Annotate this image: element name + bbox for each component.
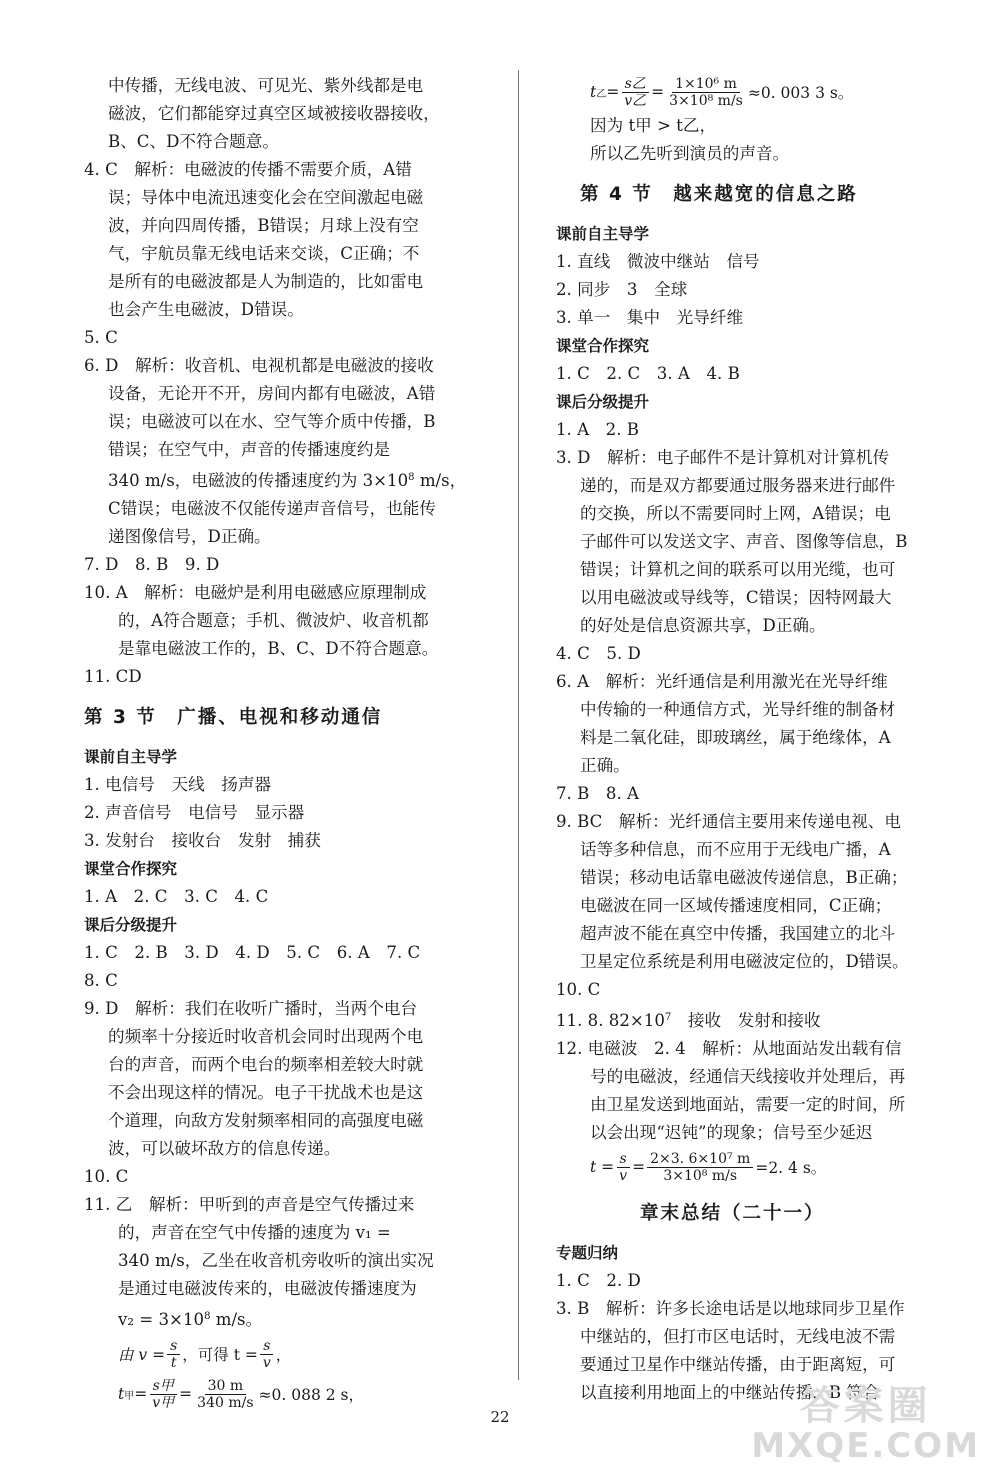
numerator: s甲 bbox=[150, 1378, 177, 1395]
fraction bbox=[167, 1338, 180, 1371]
text-line: 1. C 2. D bbox=[556, 1271, 641, 1290]
column-divider bbox=[518, 70, 519, 1380]
denominator: v bbox=[262, 1354, 271, 1371]
formula-text: t bbox=[118, 1385, 125, 1403]
formula-text: = bbox=[651, 83, 665, 101]
subscript: 乙 bbox=[596, 88, 607, 100]
subsection-heading: 课前自主导学 bbox=[84, 748, 178, 766]
text-line bbox=[84, 1303, 494, 1334]
fraction bbox=[616, 1151, 630, 1184]
formula-text: ， bbox=[275, 1346, 292, 1364]
formula-text: = bbox=[179, 1385, 193, 1403]
subsection-heading: 课后分级提升 bbox=[84, 916, 178, 934]
text-line: 错误；计算机之间的联系可以用光缆，也可 bbox=[580, 560, 896, 579]
text-line: 递的，而是双方都要通过服务器来进行邮件 bbox=[580, 476, 896, 495]
fraction bbox=[666, 76, 746, 109]
exponent: 7 bbox=[664, 1012, 672, 1023]
text-line: 由卫星发送到地面站，需要一定的时间，所 bbox=[590, 1095, 906, 1114]
text-line: 11. 乙 解析：甲听到的声音是空气传播过来 bbox=[84, 1195, 415, 1214]
text-line: 子邮件可以发送文字、声音、图像等信息，B bbox=[580, 532, 908, 551]
text-line: 的，声音在空气中传播的速度为 v₁ = bbox=[118, 1223, 391, 1242]
fraction bbox=[149, 1378, 177, 1411]
formula-text: ，可得 t = bbox=[182, 1346, 258, 1364]
text-line: 是靠电磁波工作的，B、C、D不符合题意。 bbox=[118, 639, 439, 658]
section-heading: 章末总结（二十一） bbox=[640, 1203, 825, 1224]
text-line: 错误；移动电话靠电磁波传递信息，B正确； bbox=[580, 868, 908, 887]
fraction bbox=[260, 1338, 274, 1371]
text-line: 中继站的，但打市区电话时，无线电波不需 bbox=[580, 1327, 896, 1346]
formula-delay bbox=[556, 1147, 956, 1187]
text-span: 接收 发射和接收 bbox=[671, 1011, 821, 1030]
formula-text: t bbox=[590, 83, 597, 101]
numerator: s乙 bbox=[622, 76, 649, 93]
watermark-text: 答案圈 bbox=[799, 1383, 932, 1429]
formula-text: ≈0. 088 2 s， bbox=[258, 1386, 364, 1404]
denominator: v乙 bbox=[624, 92, 647, 109]
text-line: 料是二氧化硅，即玻璃丝，属于绝缘体，A bbox=[580, 728, 891, 747]
text-line: 电磁波在同一区域传播速度相同，C正确； bbox=[580, 896, 892, 915]
formula-velocity bbox=[84, 1334, 494, 1374]
denominator: t bbox=[170, 1354, 177, 1371]
page-number: 22 bbox=[490, 1408, 510, 1426]
text-line: 的好处是信息资源共享，D正确。 bbox=[580, 616, 826, 635]
denominator: v甲 bbox=[152, 1394, 175, 1411]
answer-10: 10. A 解析：电磁炉是利用电磁感应原理制成 bbox=[84, 583, 427, 602]
text-line: 8. C bbox=[84, 971, 118, 990]
text-line: 3. D 解析：电子邮件不是计算机对计算机传 bbox=[556, 448, 890, 467]
text-line: 1. 直线 微波中继站 信号 bbox=[556, 252, 760, 271]
text-line: 号的电磁波，经通信天线接收并处理后，再 bbox=[590, 1067, 906, 1086]
fraction bbox=[621, 76, 649, 109]
subscript: 甲 bbox=[124, 1390, 135, 1402]
formula-text: t = bbox=[590, 1158, 615, 1176]
text-line: 波，并向四周传播，B错误；月球上没有空 bbox=[108, 216, 419, 235]
formula-text: ≈0. 003 3 s。 bbox=[747, 84, 854, 102]
text-line: 的，A符合题意；手机、微波炉、收音机都 bbox=[118, 611, 429, 630]
text-span: v₂ = 3×10 bbox=[118, 1310, 205, 1329]
text-line: 设备，无论开不开，房间内都有电磁波，A错 bbox=[108, 384, 436, 403]
text-line: 磁波，它们都能穿过真空区域被接收器接收， bbox=[108, 104, 440, 123]
text-line: 1. A 2. C 3. C 4. C bbox=[84, 887, 269, 906]
watermark-logo bbox=[751, 1384, 980, 1464]
text-line: 9. BC 解析：光纤通信主要用来传递电视、电 bbox=[556, 812, 901, 831]
text-line: 2. 声音信号 电信号 显示器 bbox=[84, 803, 305, 822]
section-heading: 第 4 节 越来越宽的信息之路 bbox=[580, 184, 858, 205]
text-line: 以用电磁波或导线等，C错误；因特网最大 bbox=[580, 588, 892, 607]
text-line: 1. C 2. B 3. D 4. D 5. C 6. A 7. C bbox=[84, 943, 421, 962]
answer-7-9: 7. D 8. B 9. D bbox=[84, 555, 220, 574]
text-line: 3. 单一 集中 光导纤维 bbox=[556, 308, 744, 327]
formula-text: = bbox=[134, 1385, 148, 1403]
text-line: 要通过卫星作中继站传播，由于距离短，可 bbox=[580, 1355, 896, 1374]
text-line: 话等多种信息，而不应用于无线电广播，A bbox=[580, 840, 891, 859]
fraction bbox=[194, 1378, 256, 1411]
numerator: s bbox=[167, 1338, 180, 1355]
text-line: 12. 电磁波 2. 4 解析：从地面站发出载有信 bbox=[556, 1039, 902, 1058]
right-column bbox=[556, 72, 956, 1407]
subsection-heading: 课后分级提升 bbox=[556, 393, 650, 411]
answer-6: 6. D 解析：收音机、电视机都是电磁波的接收 bbox=[84, 356, 434, 375]
subsection-heading: 课堂合作探究 bbox=[556, 337, 650, 355]
text-line: 气，宇航员靠无线电话来交谈，C正确；不 bbox=[108, 244, 420, 263]
answer-4: 4. C 解析：电磁波的传播不需要介质，A错 bbox=[84, 160, 412, 179]
text-line: 卫星定位系统是利用电磁波定位的，D错误。 bbox=[580, 952, 909, 971]
formula-text: =2. 4 s。 bbox=[755, 1159, 827, 1177]
text-line: 4. C 5. D bbox=[556, 644, 641, 663]
formula-text: 由 v = bbox=[118, 1346, 166, 1364]
text-line: C错误；电磁波不仅能传递声音信号，也能传 bbox=[108, 499, 436, 518]
text-line: 9. D 解析：我们在收听广播时，当两个电台 bbox=[84, 999, 418, 1018]
text-line: 误；导体中电流迅速变化会在空间激起电磁 bbox=[108, 188, 424, 207]
text-line: 以直接利用地面上的中继站传播，B 符合 bbox=[580, 1383, 880, 1402]
numerator: s bbox=[617, 1151, 630, 1168]
text-line: 中传播，无线电波、可见光、紫外线都是电 bbox=[108, 76, 424, 95]
denominator: v bbox=[619, 1167, 628, 1184]
watermark-url: MXQE.COM bbox=[751, 1426, 980, 1466]
denominator: 3×10⁸ m/s bbox=[669, 92, 743, 109]
text-line: 台的声音，而两个电台的频率相差较大时就 bbox=[108, 1055, 424, 1074]
text-line: 递图像信号，D正确。 bbox=[108, 527, 271, 546]
text-line: 也会产生电磁波，D错误。 bbox=[108, 300, 304, 319]
text-line: 不会出现这样的情况。电子干扰战术也是这 bbox=[108, 1083, 424, 1102]
section-heading: 第 3 节 广播、电视和移动通信 bbox=[84, 707, 383, 728]
text-line: 所以乙先听到演员的声音。 bbox=[590, 144, 790, 163]
text-line bbox=[84, 464, 494, 495]
subsection-heading: 课堂合作探究 bbox=[84, 860, 178, 878]
text-line: 3. B 解析：许多长途电话是以地球同步卫星作 bbox=[556, 1299, 905, 1318]
numerator: s bbox=[260, 1338, 273, 1355]
text-line bbox=[556, 1004, 956, 1035]
answer-11: 11. CD bbox=[84, 667, 142, 686]
text-line: 因为 t甲 > t乙， bbox=[590, 116, 717, 135]
text-line: 是所有的电磁波都是人为制造的，比如雷电 bbox=[108, 272, 424, 291]
text-line: 6. A 解析：光纤通信是利用激光在光导纤维 bbox=[556, 672, 888, 691]
formula-t-yi bbox=[556, 72, 956, 112]
text-line: 个道理，向敌方发射频率相同的高强度电磁 bbox=[108, 1111, 424, 1130]
text-line: 3. 发射台 接收台 发射 捕获 bbox=[84, 831, 321, 850]
text-line: B、C、D不符合题意。 bbox=[108, 132, 279, 151]
left-column bbox=[84, 72, 494, 1414]
exponent: 8 bbox=[408, 472, 415, 483]
fraction bbox=[647, 1151, 753, 1184]
text-line: 7. B 8. A bbox=[556, 784, 639, 803]
text-line: 正确。 bbox=[580, 756, 630, 775]
text-span: 11. 8. 82×10 bbox=[556, 1011, 665, 1030]
text-line: 1. 电信号 天线 扬声器 bbox=[84, 775, 272, 794]
numerator: 30 m bbox=[205, 1378, 247, 1395]
subsection-heading: 课前自主导学 bbox=[556, 225, 650, 243]
text-line: 1. C 2. C 3. A 4. B bbox=[556, 364, 740, 383]
text-line: 超声波不能在真空中传播，我国建立的北斗 bbox=[580, 924, 896, 943]
subsection-heading: 专题归纳 bbox=[556, 1244, 619, 1262]
text-line: 以会出现“迟钝”的现象；信号至少延迟 bbox=[590, 1123, 873, 1142]
text-line: 10. C bbox=[84, 1167, 129, 1186]
text-line: 的频率十分接近时收音机会同时出现两个电 bbox=[108, 1027, 424, 1046]
numerator: 2×3. 6×10⁷ m bbox=[647, 1151, 753, 1168]
formula-text: = bbox=[632, 1158, 646, 1176]
text-line: 2. 同步 3 全球 bbox=[556, 280, 688, 299]
answer-5: 5. C bbox=[84, 328, 118, 347]
denominator: 340 m/s bbox=[197, 1394, 254, 1411]
numerator: 1×10⁶ m bbox=[672, 76, 740, 93]
text-line: 10. C bbox=[556, 980, 601, 999]
text-span: m/s， bbox=[414, 471, 467, 490]
text-line: 误；电磁波可以在水、空气等介质中传播，B bbox=[108, 412, 436, 431]
text-span: 340 m/s，电磁波的传播速度约为 3×10 bbox=[108, 471, 409, 490]
text-line: 错误；在空气中，声音的传播速度约是 bbox=[108, 440, 391, 459]
text-line: 波，可以破坏敌方的信息传递。 bbox=[108, 1139, 341, 1158]
text-line: 340 m/s，乙坐在收音机旁收听的演出实况 bbox=[118, 1251, 434, 1270]
text-line: 中传输的一种通信方式，光导纤维的制备材 bbox=[580, 700, 896, 719]
formula-text: = bbox=[606, 83, 620, 101]
exponent: 8 bbox=[204, 1311, 211, 1322]
text-span: m/s。 bbox=[210, 1310, 263, 1329]
denominator: 3×10⁸ m/s bbox=[663, 1167, 738, 1184]
text-line: 是通过电磁波传来的，电磁波传播速度为 bbox=[118, 1279, 417, 1298]
text-line: 1. A 2. B bbox=[556, 420, 639, 439]
text-line: 的交换，所以不需要同时上网，A错误；电 bbox=[580, 504, 891, 523]
